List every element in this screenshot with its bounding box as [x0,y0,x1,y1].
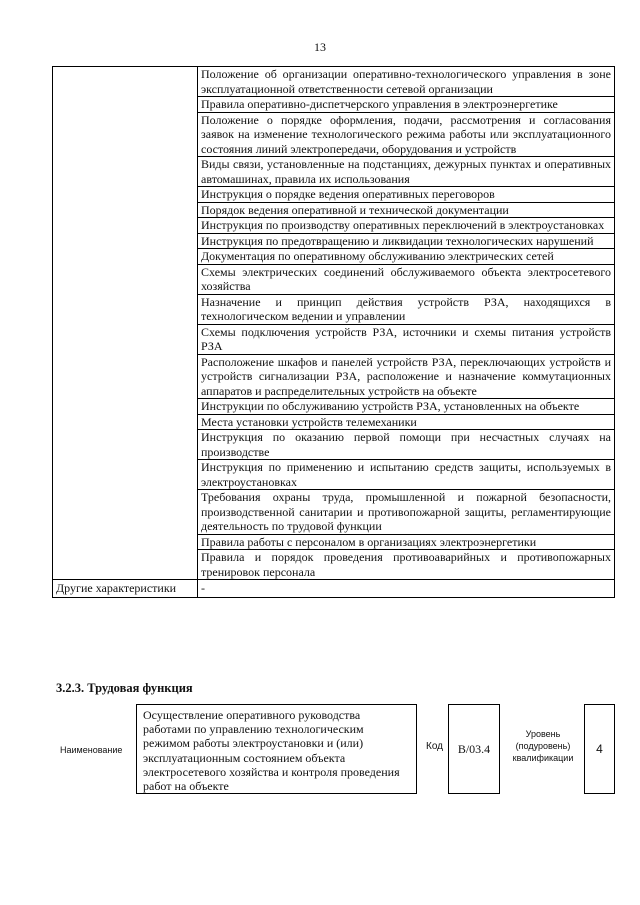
knowledge-item-text: Правила оперативно-диспетчерского управления в электроэнергетике [201,97,558,111]
knowledge-item [198,264,615,294]
knowledge-item [198,294,615,324]
knowledge-item [198,324,615,354]
qualification-level: 4 [584,704,615,794]
knowledge-item [198,490,615,535]
knowledge-item-text: Инструкция по предотвращению и ликвидации технологических нарушений [201,233,594,248]
knowledge-table-body [53,67,615,598]
knowledge-item [198,157,615,187]
knowledge-item-text: Места установки устройств телемеханики [201,414,417,429]
other-characteristics-value: - [198,580,615,598]
knowledge-item-text: Назначение и принцип действия устройств РЗА, находящихся в технологическом ведении и управлении [201,294,611,323]
other-characteristics-label: Другие характеристики [53,580,198,598]
knowledge-item-text: Порядок ведения оперативной и технической документации [201,202,509,217]
knowledge-item [198,399,615,415]
qualification-level-label: Уровень (подуровень) квалификации [512,729,574,763]
knowledge-item-text: Правила работы с персоналом в организациях электроэнергетики [201,534,537,549]
knowledge-item-text: Схемы подключения устройств РЗА, источники и схемы питания устройств РЗА [201,324,611,353]
knowledge-item [198,112,615,157]
name-label: Наименование [60,745,123,755]
labor-function-name: Осуществление оперативного руководства работами по управлению технологическим режимом работы электроустановки и (или) эксплуатационным состоянием объекта электросетевого хозяйства и контроля проведения работ на объекте [136,704,417,794]
code-label: Код [426,741,444,752]
knowledge-table [52,66,615,598]
labor-function-code: B/03.4 [448,704,500,794]
knowledge-item-text: Расположение шкафов и панелей устройств РЗА, переключающих устройств и устройств сигнализации РЗА, расположение и назначение коммутационных аппаратов и распределительных устройств на объекте [201,354,611,398]
knowledge-item-text: Инструкция по применению и испытанию средств защиты, используемых в электроустановках [201,460,611,489]
section-title: 3.2.3. Трудовая функция [56,681,193,695]
page-number: 13 [314,40,326,54]
knowledge-item-text: Правила и порядок проведения противоаварийных и противопожарных тренировок персонала [201,550,611,579]
knowledge-item-text: Инструкция по производству оперативных переключений в электроустановках [201,218,605,232]
knowledge-item [198,249,615,265]
knowledge-item [198,430,615,460]
knowledge-item [198,218,615,234]
knowledge-row [53,67,615,97]
knowledge-item-text: Инструкции по обслуживанию устройств РЗА, установленных на объекте [201,399,580,413]
knowledge-item-text: Виды связи, установленные на подстанциях, дежурных пунктах и оперативных автомашинах, правила их использования [201,157,611,186]
knowledge-item-text: Документация по оперативному обслуживанию электрических сетей [201,249,554,263]
knowledge-item-text: Требования охраны труда, промышленной и пожарной безопасности, производственной санитарии и противопожарной защиты, регламентирующие деятельность по трудовой функции [201,490,611,533]
knowledge-item [198,233,615,249]
knowledge-item [198,550,615,580]
knowledge-item-text: Инструкция о порядке ведения оперативных переговоров [201,187,495,201]
knowledge-item [198,97,615,113]
knowledge-item-text: Положение об организации оперативно-технологического управления в зоне эксплуатационной ответственности сетевой организации [201,67,611,96]
knowledge-item-text: Схемы электрических соединений обслуживаемого объекта электросетевого хозяйства [201,264,611,293]
knowledge-item [198,202,615,218]
knowledge-category-cell [53,67,198,580]
other-characteristics-row [53,580,615,598]
knowledge-item-text: Положение о порядке оформления, подачи, рассмотрения и согласования заявок на изменение технологического режима работы или эксплуатационного состояния линий электропередачи, оборудования и устройств [201,112,611,156]
knowledge-item-text: Инструкция по оказанию первой помощи при несчастных случаях на производстве [201,430,611,459]
knowledge-item [198,414,615,430]
knowledge-item [198,187,615,203]
knowledge-item [198,354,615,399]
knowledge-item [198,460,615,490]
knowledge-item [198,67,615,97]
knowledge-item [198,534,615,550]
